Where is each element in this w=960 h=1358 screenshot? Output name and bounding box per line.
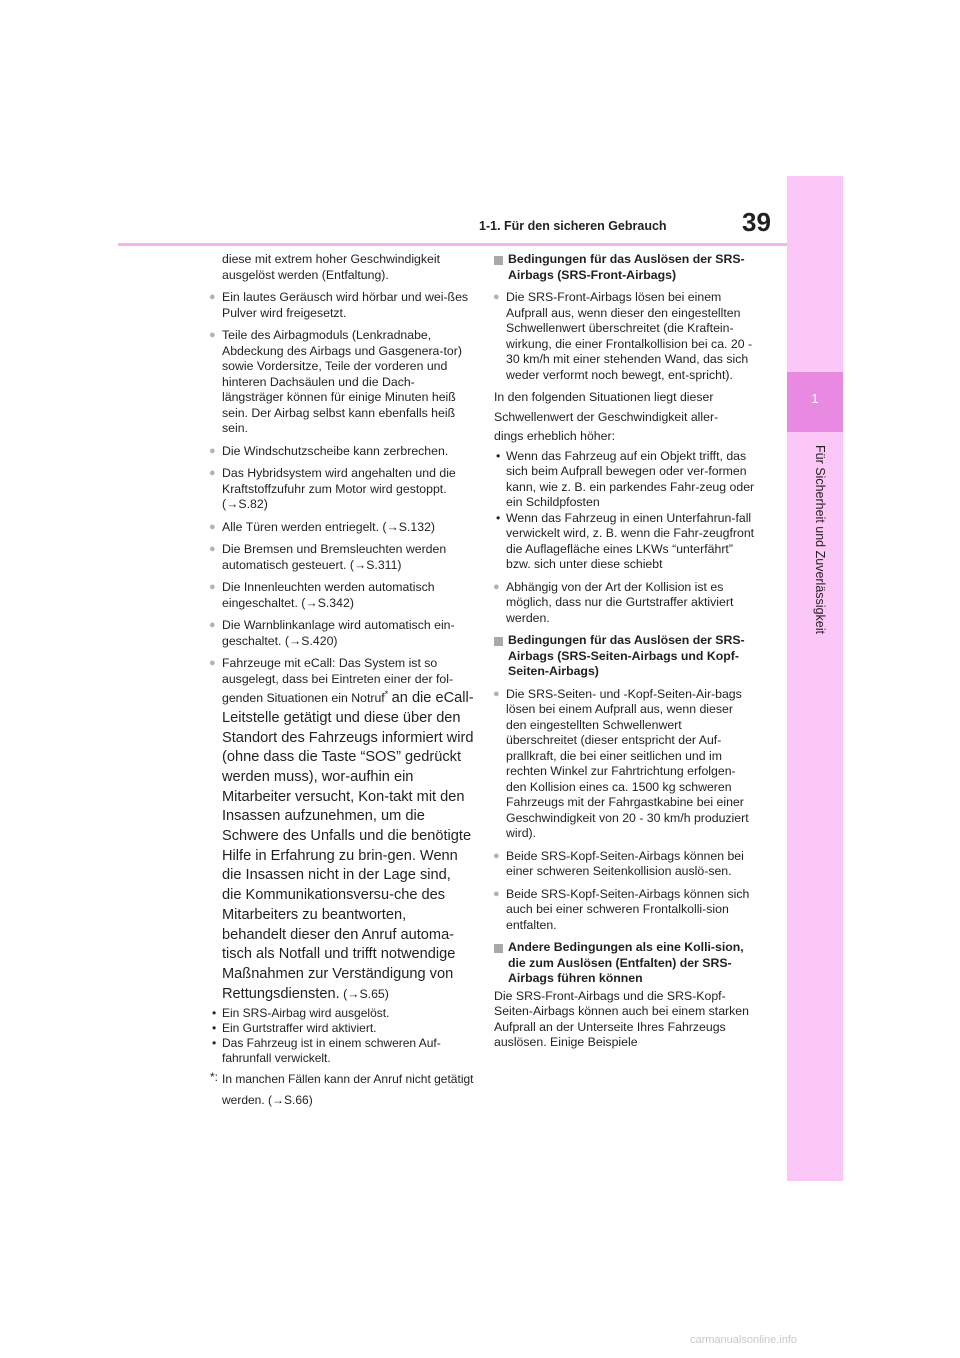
list-item: • Ein SRS-Airbag wird ausgelöst. (210, 1006, 474, 1021)
bullet-doors-unlock: ● Alle Türen werden entriegelt. (→S.132) (210, 520, 474, 536)
list-item: • Wenn das Fahrzeug auf ein Objekt trifft, das sich beim Aufprall bewegen oder ver-formen kann, wie z. B. ein parkendes Fahr-zeug oder ein Schildpfosten (494, 449, 756, 511)
chapter-side-tab (787, 176, 843, 1181)
continued-text: diese mit extrem hoher Geschwindigkeit ausgelöst werden (Entfaltung). (222, 252, 441, 282)
threshold-situations-list (494, 449, 756, 573)
bullet-frontal-collision: ● Beide SRS-Kopf-Seiten-Airbags können sich auch bei einer schweren Frontalkolli-sion entfalten. (494, 887, 756, 934)
ecall-text-large: an die eCall-Leitstelle getätigt und diese über den Standort des Fahrzeugs informiert wird (ohne dass die Taste “SOS” gedrückt werden muss), wor-aufhin ein Mitarbeiter versucht, Kon-takt mit den Insassen aufzunehmen, um die Schwere des Unfalls und die benötigte Hilfe in Erfahrung zu brin-gen. Wenn die Insassen nicht in der Lage sind, die Kommunikationsversu-che des Mitarbeiters zu beantworten, behandelt dieser den Anruf automa-tisch als Notfall und trifft notwendige Maßnahmen zur Verständigung von Rettungsdiensten. (222, 690, 474, 1002)
chapter-number: 1 (811, 391, 819, 406)
bullet-hazard-lights: ● Die Warnblinkanlage wird automatisch ein-geschaltet. (→S.420) (210, 618, 474, 649)
heading-side-airbags: Bedingungen für das Auslösen der SRS-Airbags (SRS-Seiten-Airbags und Kopf-Seiten-Airbags) (494, 633, 756, 680)
footnote-mark: *: (210, 1070, 219, 1085)
footnote-text: In manchen Fällen kann der Anruf nicht getätigt werden. (→S.66) (222, 1072, 474, 1108)
header-rule (118, 243, 787, 246)
heading-front-airbags: Bedingungen für das Auslösen der SRS-Airbags (SRS-Front-Airbags) (494, 252, 756, 283)
footnote (210, 1069, 474, 1111)
bullet-hybrid-stop: ● Das Hybridsystem wird angehalten und die Kraftstoffzufuhr zum Motor wird gestoppt. (→S.82) (210, 466, 474, 513)
watermark: carmanualsonline.info (690, 1334, 798, 1346)
left-column (210, 252, 474, 1123)
list-item: • Wenn das Fahrzeug in einen Unterfahrun-fall verwickelt wird, z. B. wenn die Fahr-zeugfront die Auflagefläche eines LKWs “unterfährt” bzw. sich unter diese schiebt (494, 511, 756, 573)
bullet-brakes: ● Die Bremsen und Bremsleuchten werden automatisch gesteuert. (→S.311) (210, 542, 474, 573)
right-column (494, 252, 756, 1055)
bullet-ecall (210, 656, 474, 1004)
paragraph-line: In den folgenden Situationen liegt dieser (494, 390, 714, 404)
bullet-interior-lights: ● Die Innenleuchten werden automatisch eingeschaltet. (→S.342) (210, 580, 474, 611)
section-title: 1-1. Für den sicheren Gebrauch (479, 219, 667, 233)
bullet-front-airbag-threshold: ● Die SRS-Front-Airbags lösen bei einem Aufprall aus, wenn dieser den eingestellten Schwellenwert überschreitet (die Kraftein-wirkung, die einer Frontalkollision bei ca. 20 - 30 km/h mit einer stehenden Wand, das sich weder verformt noch bewegt, ent-spricht). (494, 290, 756, 383)
ecall-text-small: Fahrzeuge mit eCall: Das System ist so ausgelegt, dass bei Eintreten einer der fol-genden Situationen ein Notruf (222, 656, 454, 706)
paragraph-other-conditions: Die SRS-Front-Airbags und die SRS-Kopf-Seiten-Airbags können auch bei einem starken Aufprall an der Unterseite Ihres Fahrzeugs auslösen. Einige Beispiele (494, 988, 749, 1049)
list-item: • Ein Gurtstraffer wird aktiviert. (210, 1021, 474, 1036)
bullet-only-pretensioners: ● Abhängig von der Art der Kollision ist es möglich, dass nur die Gurtstraffer aktiviert werden. (494, 580, 756, 627)
bullet-hot-parts: ● Teile des Airbagmoduls (Lenkradnabe, Abdeckung des Airbags und Gasgenera-tor) sowie Vordersitze, Teile der vorderen und hinteren Dachsäulen und die Dach-längsträger können für einige Minuten heiß sein. Der Airbag selbst kann ebenfalls heiß sein. (210, 328, 474, 437)
bullet-side-airbag-threshold: ● Die SRS-Seiten- und -Kopf-Seiten-Air-bags lösen bei einem Aufprall aus, wenn dieser den eingestellten Schwellenwert überschreitet (dieser entspricht der Auf-prallkraft, die bei einer seitlichen und im rechten Winkel zur Fahrtrichtung erfolgen-den Kollision eines ca. 1500 kg schweren Fahrzeugs mit der Fahrgastkabine bei einer Geschwindigkeit von 20 - 30 km/h produziert wird). (494, 687, 756, 842)
page-number: 39 (742, 207, 771, 237)
bullet-windshield: ● Die Windschutzscheibe kann zerbrechen. (210, 444, 474, 460)
ecall-page-ref: (→S.65) (343, 986, 389, 1001)
chapter-title: Für Sicherheit und Zuverlässigkeit (813, 445, 827, 634)
ecall-conditions-list (210, 1006, 474, 1066)
list-item: • Das Fahrzeug ist in einem schweren Auf-fahrunfall verwickelt. (210, 1036, 474, 1066)
footnote-star: * (384, 689, 389, 699)
heading-other-conditions: Andere Bedingungen als eine Kolli-sion, die zum Auslösen (Entfalten) der SRS-Airbags führen können (494, 940, 756, 987)
paragraph-line: dings erheblich höher: (494, 429, 615, 443)
bullet-side-collision: ● Beide SRS-Kopf-Seiten-Airbags können bei einer schweren Seitenkollision auslö-sen. (494, 849, 756, 880)
bullet-noise-powder: ● Ein lautes Geräusch wird hörbar und wei-ßes Pulver wird freigesetzt. (210, 290, 474, 321)
chapter-number-box (787, 372, 843, 432)
paragraph-line: Schwellenwert der Geschwindigkeit aller- (494, 409, 719, 424)
